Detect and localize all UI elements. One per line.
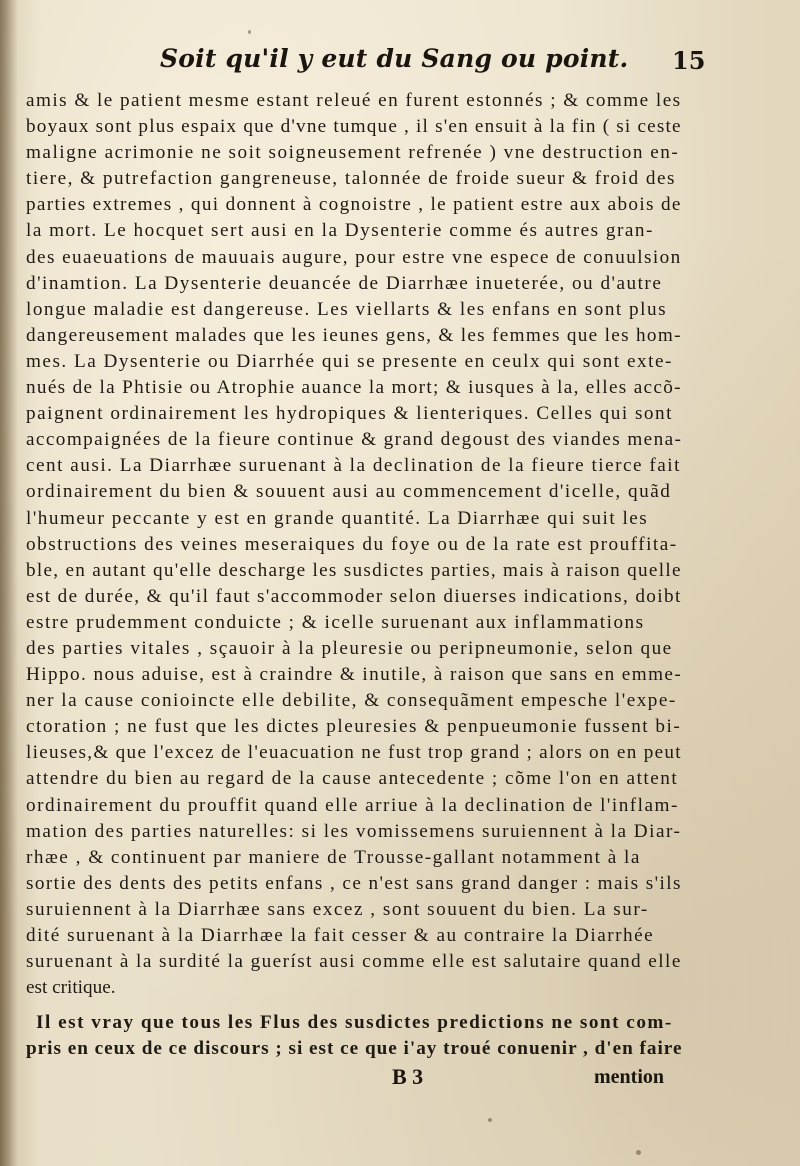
text-line: obstructions des veines meseraiques du foye ou de la rate est prouffita-	[26, 533, 678, 555]
text-line: ordinairement du bien & souuent ausi au commencement d'icelle, quãd	[26, 481, 672, 503]
paragraph-1	[26, 88, 682, 1001]
text-line: ctoration ; ne fust que les dictes pleuresies & penpueumonie fussent bi-	[26, 716, 682, 738]
text-line: cent ausi. La Diarrhæe suruenant à la declination de la fieure tierce fait	[26, 455, 681, 477]
page-footer	[0, 1064, 800, 1094]
paper-speck	[488, 1118, 492, 1122]
running-title: Soit qu'il y eut du Sang ou point.	[160, 44, 629, 73]
signature-mark: B 3	[392, 1064, 424, 1089]
paper-speck	[248, 30, 251, 34]
page-number: 15	[672, 46, 706, 75]
text-line: d'inamtion. La Dysenterie deuancée de Diarrhæe inueterée, ou d'autre	[26, 272, 663, 294]
text-line: nués de la Phtisie ou Atrophie auance la mort; & iusques à la, elles accõ-	[26, 377, 682, 399]
text-line: Il est vray que tous les Flus des susdictes predictions ne sont com-	[36, 1012, 673, 1033]
text-line: parties extremes , qui donnent à cognoistre , le patient estre aux abois de	[26, 194, 682, 216]
catchword: mention	[594, 1066, 664, 1088]
text-line: amis & le patient mesme estant releué en furent estonnés ; & comme les	[26, 90, 682, 111]
text-line: sortie des dents des petits enfans , ce n'est sans grand danger : mais s'ils	[26, 872, 682, 894]
text-line: la mort. Le hocquet sert ausi en la Dysenterie comme és autres gran-	[26, 220, 654, 242]
text-line: longue maladie est dangereuse. Les viellarts & les enfans en sont plus	[26, 298, 668, 320]
text-line: boyaux sont plus espaix que d'vne tumque , il s'en ensuit à la fin ( si ceste	[26, 116, 682, 138]
text-line: ble, en autant qu'elle descharge les susdictes parties, mais à raison quelle	[26, 559, 682, 581]
text-line: paignent ordinairement les hydropiques & lienteriques. Celles qui sont	[26, 403, 673, 425]
text-line: dité suruenant à la Diarrhæe la fait cesser & au contraire la Diarrhée	[26, 925, 655, 946]
text-line: accompaignées de la fieure continue & grand degoust des viandes mena-	[26, 429, 682, 451]
text-line: tiere, & putrefaction gangreneuse, talonnée de froide sueur & froid des	[26, 168, 676, 190]
spine-shadow	[0, 0, 18, 1166]
text-line: ordinairement du prouffit quand elle arriue à la declination de l'inflam-	[26, 794, 679, 816]
text-line: rhæe , & continuent par maniere de Trousse-gallant notamment à la	[26, 846, 641, 868]
text-line: lieuses,& que l'excez de l'euacuation ne fust trop grand ; alors on en peut	[26, 742, 682, 764]
text-line: l'humeur peccante y est en grande quantité. La Diarrhæe qui suit les	[26, 507, 649, 529]
text-line: est de durée, & qu'il faut s'accommoder selon diuerses indications, doibt	[26, 585, 682, 607]
text-line: mes. La Dysenterie ou Diarrhée qui se presente en ceulx qui sont exte-	[26, 350, 673, 372]
text-line: ner la cause conioincte elle debilite, & consequãment empesche l'expe-	[26, 690, 677, 712]
text-line: estre prudemment conduicte ; & icelle suruenant aux inflammations	[26, 611, 645, 633]
text-line: pris en ceux de ce discours ; si est ce que i'ay troué conuenir , d'en faire	[26, 1038, 682, 1060]
text-line: dangereusement malades que les ieunes gens, & les femmes que les hom-	[26, 324, 682, 346]
text-line: des euaeuations de mauuais augure, pour estre vne espece de conuulsion	[26, 246, 682, 268]
text-line: mation des parties naturelles: si les vomissemens suruiennent à la Diar-	[26, 820, 682, 842]
text-line: Hippo. nous aduise, est à craindre & inutile, à raison que sans en emme-	[26, 664, 682, 686]
page-header	[0, 44, 800, 88]
text-line: suruiennent à la Diarrhæe sans excez , sont souuent du bien. La sur-	[26, 898, 649, 920]
paper-speck	[636, 1150, 641, 1155]
text-line: des parties vitales , sçauoir à la pleuresie ou peripneumonie, selon que	[26, 637, 673, 659]
text-line: attendre du bien au regard de la cause antecedente ; cõme l'on en attent	[26, 768, 679, 790]
paragraph-2	[26, 1010, 682, 1062]
text-line: maligne acrimonie ne soit soigneusement refrenée ) vne destruction en-	[26, 142, 680, 164]
text-line: suruenant à la surdité la gueríst ausi comme elle est salutaire quand elle	[26, 951, 682, 973]
text-line: est critique.	[26, 977, 116, 999]
